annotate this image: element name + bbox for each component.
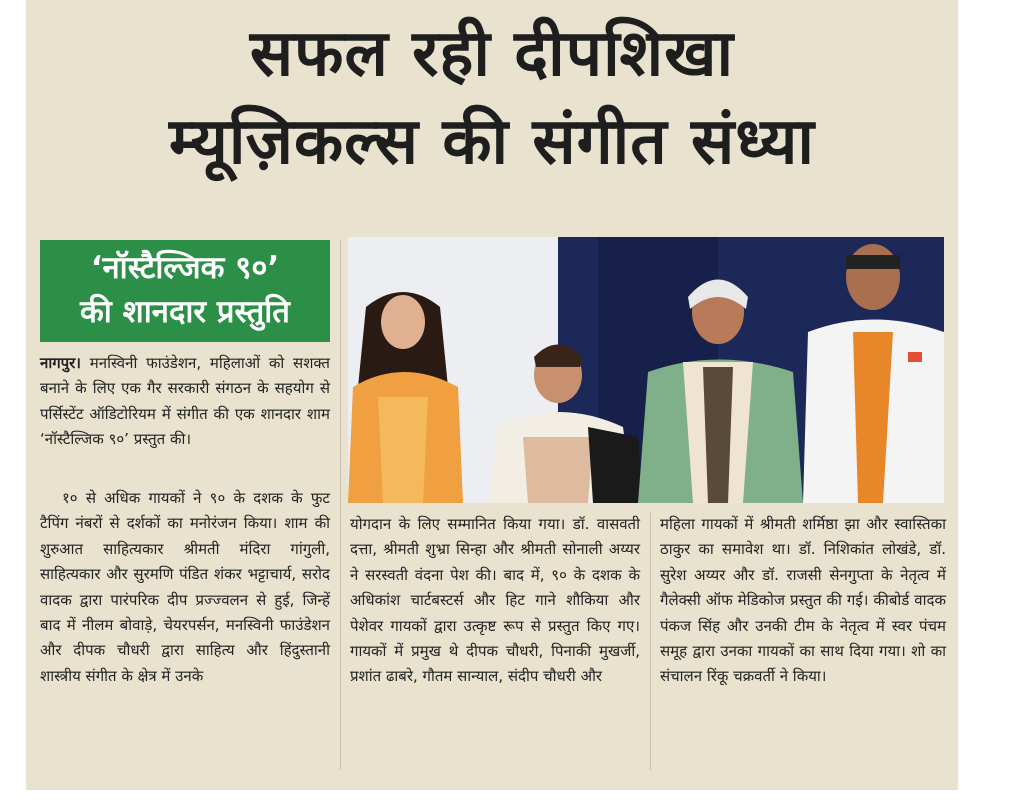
group-photo xyxy=(348,237,944,503)
lead-paragraph: मनस्विनी फाउंडेशन, महिलाओं को सशक्त बनाने के लिए एक गैर सरकारी संगठन के सहयोग से पर्सिस्टेंट ऑडिटोरियम में संगीत की एक शानदार शाम ‘नॉस्टैल्जिक ९०’ प्रस्तुत की। xyxy=(40,354,330,449)
column-1-paragraph: १० से अधिक गायकों ने ९० के दशक के फुट टैपिंग नंबरों से दर्शकों का मनोरंजन किया। शाम की शुरुआत साहित्यकार श्रीमती मंदिरा गांगुली, साहित्यकार और सुरमणि पंडित शंकर भट्टाचार्य, सरोद वादक द्वारा पारंपरिक दीप प्रज्ज्वलन से हुई, जिन्हें बाद में नीलम बोवाड़े, चेयरपर्सन, मनस्विनी फाउंडेशन और दीपक चौधरी द्वारा साहित्य और हिंदुस्तानी शास्त्रीय संगीत के क्षेत्र में उनके xyxy=(40,489,330,685)
subheadline-box xyxy=(40,240,330,342)
article-column-1 xyxy=(40,486,330,689)
column-2-paragraph: योगदान के लिए सम्मानित किया गया। डॉ. वासवती दत्ता, श्रीमती शुभ्रा सिन्हा और श्रीमती सोनाली अय्यर ने सरस्वती वंदना पेश की। बाद में, ९० के दशक के अधिकांश चार्टबस्टर्स और हिट गाने शौकिया और पेशेवर गायकों द्वारा उत्कृष्ट रूप से प्रस्तुत किए गए। गायकों में प्रमुख थे दीपक चौधरी, पिनाकी मुखर्जी, प्रशांत ढाबरे, गौतम सान्याल, संदीप चौधरी और xyxy=(350,515,640,686)
column-divider xyxy=(650,512,651,770)
group-photo-icon xyxy=(348,237,944,503)
newspaper-clipping xyxy=(26,0,958,790)
dateline: नागपुर। xyxy=(40,354,81,372)
subheadline-line-1: ‘नॉस्टैल्जिक ९०’ xyxy=(90,250,280,286)
headline-line-2: म्यूज़िकल्स की संगीत संध्या xyxy=(169,105,815,179)
subheadline-line-2: की शानदार प्रस्तुति xyxy=(80,294,290,330)
article-column-1-lead xyxy=(40,351,330,453)
article-column-3 xyxy=(660,512,946,690)
article-column-2 xyxy=(350,512,640,690)
column-divider xyxy=(340,240,341,770)
headline xyxy=(26,10,958,186)
headline-line-1: सफल रही दीपशिखा xyxy=(249,17,735,91)
column-3-paragraph: महिला गायकों में श्रीमती शर्मिष्ठा झा और स्वास्तिका ठाकुर का समावेश था। डॉ. निशिकांत लोखंडे, डॉ. सुरेश अय्यर और डॉ. राजसी सेनगुप्ता के नेतृत्व में गैलेक्सी ऑफ मेडिकोज प्रस्तुत की गई। कीबोर्ड वादक पंकज सिंह और उनकी टीम के नेतृत्व में स्वर पंचम समूह द्वारा उनका गायकों का साथ दिया गया। शो का संचालन रिंकू चक्रवर्ती ने किया। xyxy=(660,515,946,686)
